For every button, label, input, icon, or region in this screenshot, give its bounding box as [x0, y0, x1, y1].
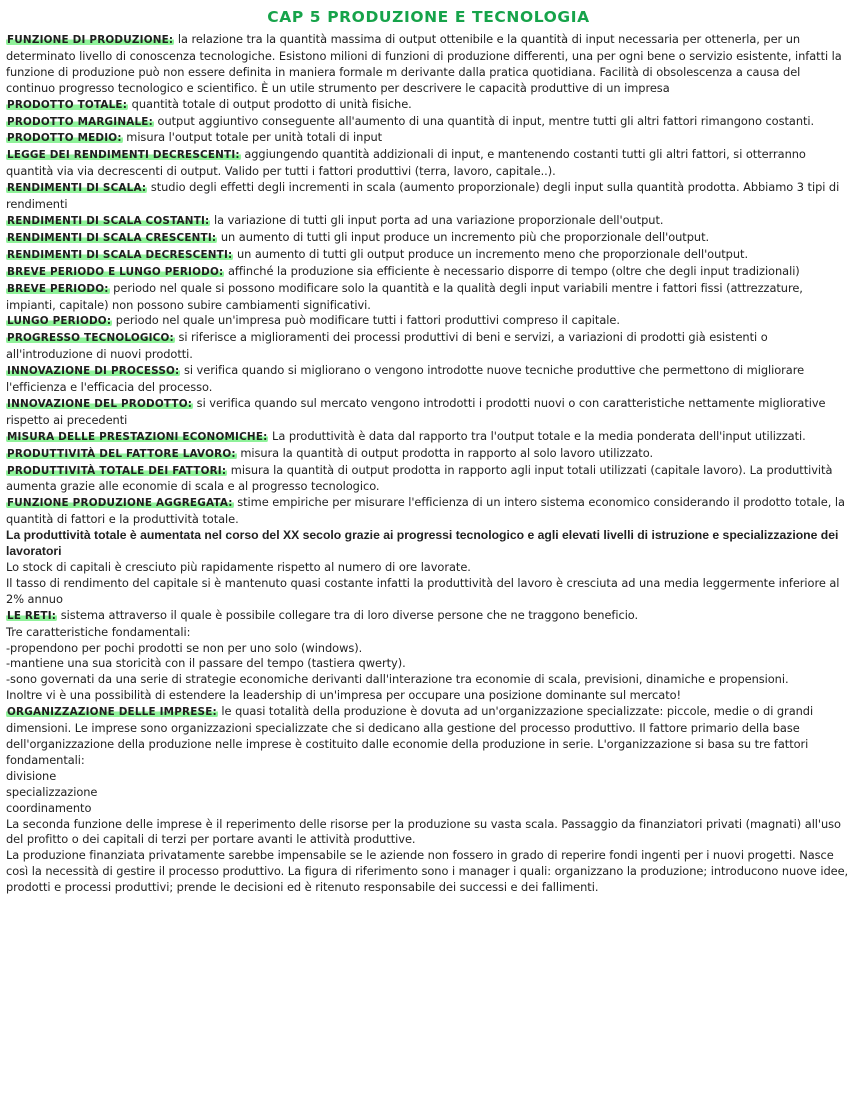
paragraph-text: La produzione finanziata privatamente sarebbe impensabile se le aziende non fossero in grado di reperire fondi ingenti per i nuovi progetti. Nasce così la necessità di gestire il processo produttivo. La figura di riferimento sono i manager i quali: organizzano la produzione; introducono nuove idee, prodotti e processi produttivi; prende le decisioni ed è ritenuto responsabile dei successi e dei fallimenti.	[6, 848, 849, 895]
paragraph	[6, 32, 851, 97]
paragraph	[6, 330, 851, 363]
paragraph	[6, 147, 851, 180]
paragraph-text: La produttività è data dal rapporto tra l'output totale e la media ponderata dell'input utilizzati.	[268, 428, 806, 443]
paragraph	[6, 641, 851, 657]
paragraph	[6, 281, 851, 314]
document-page	[6, 6, 851, 896]
paragraph-text: misura la quantità di output prodotta in rapporto al solo lavoro utilizzato.	[236, 445, 654, 460]
term-highlight: RENDIMENTI DI SCALA DECRESCENTI:	[7, 248, 233, 261]
page-title: CAP 5 PRODUZIONE E TECNOLOGIA	[267, 8, 590, 26]
paragraph	[6, 688, 851, 704]
paragraph	[6, 363, 851, 396]
paragraph	[6, 114, 851, 131]
paragraph-text: sistema attraverso il quale è possibile collegare tra di loro diverse persone che ne traggono beneficio.	[57, 607, 639, 622]
paragraph	[6, 704, 851, 769]
paragraph	[6, 801, 851, 817]
term-highlight: LEGGE DEI RENDIMENTI DECRESCENTI:	[7, 149, 240, 162]
paragraph	[6, 656, 851, 672]
term-highlight: LE RETI:	[7, 609, 57, 622]
paragraph	[6, 230, 851, 247]
paragraph	[6, 446, 851, 463]
paragraph	[6, 817, 851, 849]
paragraph-text: misura la quantità di output prodotta in rapporto agli input totali utilizzati (capitale lavoro). La produttività aumenta grazie alle economie di scala e al progresso tecnologico.	[6, 462, 833, 494]
term-highlight: RENDIMENTI DI SCALA:	[7, 182, 147, 195]
paragraph	[6, 625, 851, 641]
term-highlight: RENDIMENTI DI SCALA COSTANTI:	[7, 214, 210, 227]
term-highlight: INNOVAZIONE DEL PRODOTTO:	[7, 397, 193, 410]
paragraph-text: Inoltre vi è una possibilità di estendere la leadership di un'impresa per occupare una posizione dominante sul mercato!	[6, 688, 682, 703]
term-highlight: PRODOTTO TOTALE:	[7, 98, 128, 111]
paragraph-text: si verifica quando sul mercato vengono introdotti i prodotti nuovi o con caratteristiche nettamente migliorative rispetto ai precedenti	[6, 395, 826, 427]
paragraph-text: -propendono per pochi prodotti se non per uno solo (windows).	[6, 640, 363, 655]
term-highlight: RENDIMENTI DI SCALA CRESCENTI:	[7, 231, 217, 244]
paragraph-text: studio degli effetti degli incrementi in scala (aumento proporzionale) degli input sulla quantità prodotta. Abbiamo 3 tipi di rendimenti	[6, 180, 840, 212]
paragraph-text: stime empiriche per misurare l'efficienza di un intero sistema economico considerando il prodotto totale, la quantità di fattori e la produttività totale.	[6, 495, 845, 527]
paragraph	[6, 97, 851, 114]
term-highlight: FUNZIONE DI PRODUZIONE:	[7, 34, 174, 46]
paragraph-text: aggiungendo quantità addizionali di input, e mantenendo costanti tutti gli altri fattori, si otterranno quantità via via decrescenti di output. Valido per tutti i fattori produttivi (terra, lavoro, capitale..).	[6, 147, 806, 179]
paragraph	[6, 528, 851, 560]
paragraph-text: -sono governati da una serie di strategie economiche derivanti dall'interazione tra economie di scala, previsioni, dinamiche e propensioni.	[6, 672, 789, 687]
paragraph-text: periodo nel quale si possono modificare solo la quantità e la qualità degli input variabili mentre i fattori fissi (attrezzature, impianti, capitale) non possono subire cambiamenti significativi.	[6, 280, 803, 312]
paragraph-text: output aggiuntivo conseguente all'aumento di una quantità di input, mentre tutti gli altri fattori rimangono costanti.	[153, 113, 815, 128]
term-highlight: PRODOTTO MEDIO:	[7, 132, 122, 145]
paragraph-text: un aumento di tutti gli output produce un incremento meno che proporzionale dell'output.	[233, 246, 749, 261]
paragraph	[6, 130, 851, 147]
term-highlight: INNOVAZIONE DI PROCESSO:	[7, 365, 180, 378]
paragraph-text: Il tasso di rendimento del capitale si è mantenuto quasi costante infatti la produttività del lavoro è cresciuta ad una media leggermente inferiore al 2% annuo	[6, 575, 840, 606]
paragraph	[6, 180, 851, 213]
paragraph-text: La produttività totale è aumentata nel corso del XX secolo grazie ai progressi tecnologico e agli elevati livelli di istruzione e specializzazione dei lavoratori	[6, 528, 839, 559]
term-highlight: BREVE PERIODO:	[7, 282, 109, 295]
paragraph	[6, 769, 851, 785]
paragraph	[6, 429, 851, 446]
paragraph	[6, 396, 851, 429]
paragraph	[6, 264, 851, 281]
paragraph	[6, 313, 851, 330]
term-highlight: PRODOTTO MARGINALE:	[7, 115, 153, 128]
term-highlight: PROGRESSO TECNOLOGICO:	[7, 332, 174, 345]
paragraph	[6, 672, 851, 688]
paragraph-text: un aumento di tutti gli input produce un incremento più che proporzionale dell'output.	[217, 229, 710, 244]
term-highlight: LUNGO PERIODO:	[7, 315, 112, 328]
term-highlight: MISURA DELLE PRESTAZIONI ECONOMICHE:	[7, 430, 268, 443]
paragraph	[6, 463, 851, 496]
paragraph-text: divisione	[6, 768, 57, 783]
paragraph-text: Tre caratteristiche fondamentali:	[6, 624, 191, 639]
paragraph	[6, 560, 851, 576]
paragraph-text: periodo nel quale un'impresa può modificare tutti i fattori produttivi compreso il capitale.	[112, 313, 620, 328]
term-highlight: PRODUTTIVITÀ TOTALE DEI FATTORI:	[7, 464, 227, 477]
document-body	[6, 32, 851, 896]
term-highlight: BREVE PERIODO E LUNGO PERIODO:	[7, 265, 224, 278]
paragraph-text: coordinamento	[6, 800, 92, 815]
term-highlight: ORGANIZZAZIONE DELLE IMPRESE:	[7, 706, 217, 719]
paragraph-text: La seconda funzione delle imprese è il reperimento delle risorse per la produzione su vasta scala. Passaggio da finanziatori privati (magnati) all'uso del profitto o dei capitali di terzi per portare avanti le attività produttive.	[6, 816, 841, 847]
paragraph	[6, 247, 851, 264]
paragraph-text: le quasi totalità della produzione è dovuta ad un'organizzazione specializzate: piccole, medie o di grandi dimensioni. Le imprese sono organizzazioni specializzate che si dedicano alla gestione del processo produttivo. Il fattore primario della base dell'organizzazione della produzione nelle imprese è costituito dalle economie della produzione in serie. L'organizzazione si basa su tre fattori fondamentali:	[6, 704, 814, 767]
paragraph-text: si verifica quando si migliorano o vengono introdotte nuove tecniche produttive che permettono di migliorare l'efficienza e l'efficacia del processo.	[6, 363, 805, 395]
term-highlight: PRODUTTIVITÀ DEL FATTORE LAVORO:	[7, 447, 236, 460]
paragraph-text: affinché la produzione sia efficiente è necessario disporre di tempo (oltre che degli input tradizionali)	[224, 263, 800, 278]
paragraph	[6, 495, 851, 528]
paragraph-text: misura l'output totale per unità totali di input	[122, 130, 383, 145]
paragraph-text: specializzazione	[6, 784, 98, 799]
paragraph-text: -mantiene una sua storicità con il passare del tempo (tastiera qwerty).	[6, 656, 406, 671]
term-highlight: FUNZIONE PRODUZIONE AGGREGATA:	[7, 497, 233, 510]
paragraph	[6, 848, 851, 896]
paragraph-text: quantità totale di output prodotto di unità fisiche.	[128, 96, 412, 111]
paragraph-text: Lo stock di capitali è cresciuto più rapidamente rispetto al numero di ore lavorate.	[6, 560, 471, 574]
paragraph-text: la variazione di tutti gli input porta ad una variazione proporzionale dell'output.	[210, 212, 664, 227]
paragraph-text: la relazione tra la quantità massima di output ottenibile e la quantità di input necessaria per ottenerla, per un determinato livello di conoscenza tecnologiche. Esistono milioni di funzioni di produzione differenti, una per ogni bene o servizio esistente, infatti la funzione di produzione può non essere definita in maniera formale m derivante dalla pratica quotidiana. Facilità di obsolescenza a causa del continuo progresso tecnologico e scientifico. È un utile strumento per descrivere le capacità produttive di un impresa	[6, 32, 842, 95]
paragraph	[6, 608, 851, 625]
paragraph	[6, 576, 851, 608]
paragraph	[6, 213, 851, 230]
paragraph-text: si riferisce a miglioramenti dei processi produttivi di beni e servizi, a variazioni di prodotti già esistenti o all'introduzione di nuovi prodotti.	[6, 330, 768, 362]
paragraph	[6, 785, 851, 801]
